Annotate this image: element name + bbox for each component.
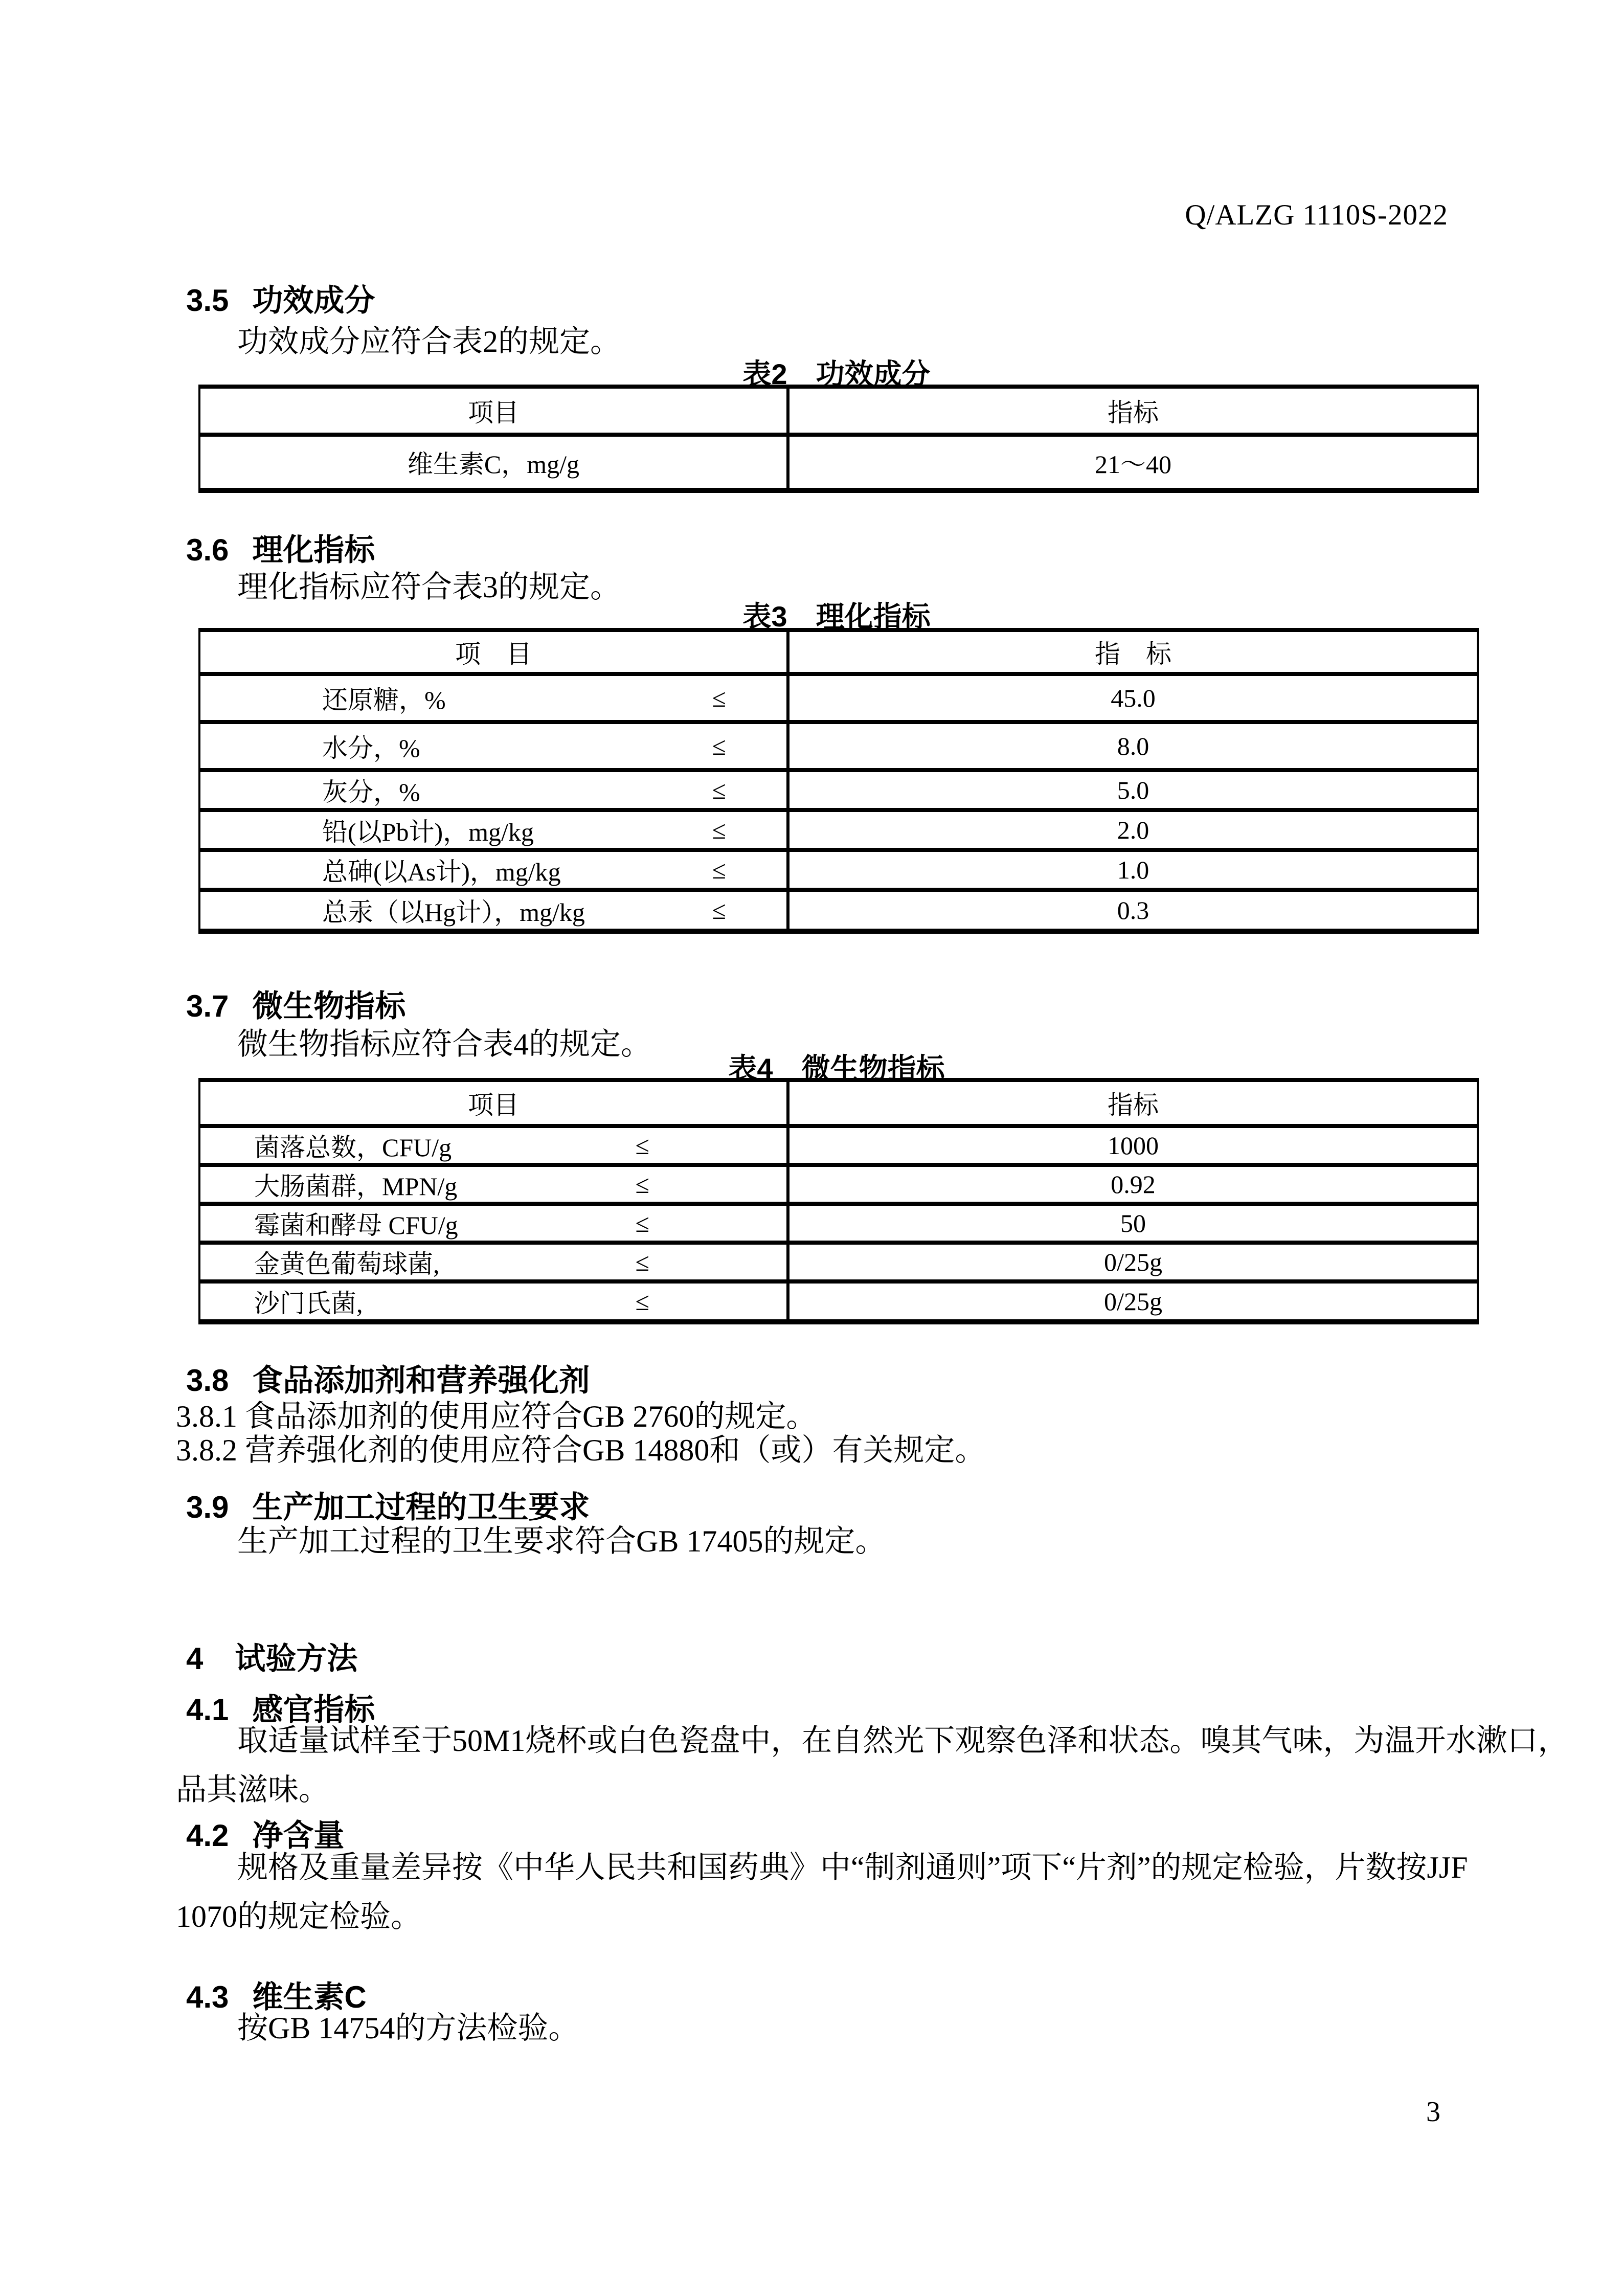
section-title: 试验方法	[235, 1641, 358, 1676]
table-caption-label: 表2	[742, 358, 787, 390]
paragraph-text: 按GB 14754的方法检验。	[237, 2011, 579, 2045]
row-value: 21～40	[1095, 450, 1171, 479]
column-header-index	[790, 1082, 1477, 1124]
row-item-label: 维生素C，mg/g	[407, 450, 580, 479]
paragraph-line: 品其滋味。	[176, 1773, 329, 1807]
row-item-cell	[200, 724, 790, 768]
row-item-cell	[200, 1206, 790, 1241]
table-caption-label: 表3	[742, 600, 787, 633]
table-4-microbiological	[198, 1078, 1479, 1324]
leq-symbol: ≤	[635, 1170, 649, 1199]
table-caption-label: 表4	[728, 1052, 773, 1085]
table-row	[200, 1284, 1477, 1319]
row-value-cell	[790, 892, 1477, 929]
row-item-label: 金黄色葡萄球菌,	[254, 1250, 440, 1278]
table-header-row	[200, 632, 1477, 676]
header-cell-text: 项 目	[455, 640, 532, 668]
row-item-label: 水分，%	[322, 734, 420, 762]
leq-symbol: ≤	[635, 1209, 649, 1237]
table-row	[200, 724, 1477, 772]
paragraph-text: 微生物指标应符合表4的规定。	[237, 1027, 651, 1061]
section-heading-4	[186, 1634, 357, 1678]
header-cell-text: 指标	[1108, 398, 1159, 427]
table-row	[200, 676, 1477, 724]
row-value: 0/25g	[1104, 1287, 1162, 1316]
section-number: 3.9	[186, 1490, 229, 1524]
page-number: 3	[1426, 2096, 1440, 2128]
section-number: 4	[186, 1641, 204, 1676]
doc-number: Q/ALZG 1110S-2022	[1185, 199, 1448, 231]
row-value: 50	[1120, 1209, 1146, 1237]
leq-symbol: ≤	[712, 684, 726, 712]
table-row	[200, 1206, 1477, 1245]
row-item-cell	[200, 437, 790, 488]
row-item-label: 灰分，%	[322, 778, 420, 806]
paragraph-text: 3.8.1 食品添加剂的使用应符合GB 2760的规定。	[176, 1400, 817, 1433]
row-item-label: 霉菌和酵母 CFU/g	[254, 1211, 458, 1240]
header-cell-text: 项目	[468, 1091, 519, 1119]
section-number: 4.1	[186, 1693, 229, 1727]
row-value-cell	[790, 852, 1477, 888]
section-number: 4.3	[186, 1980, 229, 2014]
row-value-cell	[790, 812, 1477, 848]
row-item-cell	[200, 852, 790, 888]
row-value-cell	[790, 1206, 1477, 1241]
table-row	[200, 892, 1477, 929]
paragraph-text: 功效成分应符合表2的规定。	[237, 325, 621, 358]
paragraph-line: 规格及重量差异按《中华人民共和国药典》中“制剂通则”项下“片剂”的规定检验，片数按JJF	[237, 1851, 1468, 1884]
column-header-item	[200, 1082, 790, 1124]
leq-symbol: ≤	[635, 1131, 649, 1160]
paragraph-text: 3.8.2 营养强化剂的使用应符合GB 14880和（或）有关规定。	[176, 1433, 986, 1467]
section-paragraph-3-8-2	[176, 1426, 1546, 1475]
row-value-cell	[790, 437, 1477, 488]
row-value-cell	[790, 1245, 1477, 1279]
section-number: 4.2	[186, 1818, 229, 1853]
row-value-cell	[790, 772, 1477, 808]
row-value: 2.0	[1117, 816, 1149, 844]
section-title: 功效成分	[252, 283, 375, 318]
row-value-cell	[790, 676, 1477, 720]
row-value: 1.0	[1117, 856, 1149, 884]
row-item-label: 总汞（以Hg计），mg/kg	[322, 898, 585, 927]
section-number: 3.8	[186, 1363, 229, 1398]
header-cell-text: 指标	[1108, 1091, 1159, 1119]
row-value: 45.0	[1111, 684, 1156, 712]
table-row	[200, 1167, 1477, 1206]
row-item-label: 大肠菌群，MPN/g	[254, 1172, 458, 1201]
section-title: 生产加工过程的卫生要求	[252, 1490, 590, 1524]
leq-symbol: ≤	[712, 816, 726, 844]
section-paragraph-3-9	[176, 1517, 1546, 1566]
section-title: 理化指标	[252, 533, 375, 567]
table-header-row	[200, 389, 1477, 437]
paragraph-line: 1070的规定检验。	[176, 1900, 421, 1933]
table-row	[200, 1128, 1477, 1167]
section-number: 3.6	[186, 533, 229, 567]
row-item-cell	[200, 1167, 790, 1202]
table-row	[200, 1245, 1477, 1284]
section-paragraph-4-3	[176, 2004, 1546, 2053]
table-row	[200, 852, 1477, 892]
section-title: 净含量	[252, 1818, 345, 1853]
table-caption-title: 理化指标	[816, 600, 931, 633]
leq-symbol: ≤	[712, 896, 726, 925]
section-title: 维生素C	[252, 1980, 367, 2014]
section-title: 微生物指标	[252, 989, 406, 1023]
row-value: 0.3	[1117, 896, 1149, 925]
row-value-cell	[790, 1128, 1477, 1163]
row-item-label: 总砷(以As计)，mg/kg	[322, 858, 561, 886]
table-caption-title: 功效成分	[816, 358, 931, 390]
row-value: 8.0	[1117, 732, 1149, 760]
column-header-index	[790, 389, 1477, 433]
column-header-index	[790, 632, 1477, 672]
row-item-cell	[200, 892, 790, 929]
row-item-cell	[200, 812, 790, 848]
header-cell-text: 项目	[468, 398, 519, 427]
column-header-item	[200, 389, 790, 433]
row-item-cell	[200, 1128, 790, 1163]
table-row	[200, 812, 1477, 852]
row-value-cell	[790, 1167, 1477, 1202]
section-number: 3.5	[186, 283, 229, 318]
table-row	[200, 437, 1477, 488]
section-heading-3-5	[186, 276, 375, 320]
section-paragraph-4-2	[176, 1843, 1546, 1941]
header-cell-text: 指 标	[1095, 640, 1171, 668]
paragraph-line: 取适量试样至于50M1烧杯或白色瓷盘中，在自然光下观察色泽和状态。嗅其气味，为温开水漱口，	[237, 1724, 1569, 1758]
leq-symbol: ≤	[635, 1287, 649, 1316]
leq-symbol: ≤	[712, 856, 726, 884]
leq-symbol: ≤	[712, 732, 726, 760]
row-item-label: 菌落总数，CFU/g	[254, 1133, 452, 1162]
section-paragraph-4-1	[176, 1716, 1569, 1814]
row-value: 0.92	[1111, 1170, 1156, 1199]
leq-symbol: ≤	[712, 776, 726, 804]
table-row	[200, 772, 1477, 812]
table-caption-title: 微生物指标	[801, 1052, 945, 1085]
row-value-cell	[790, 1284, 1477, 1319]
table-3-physicochemical	[198, 628, 1479, 934]
leq-symbol: ≤	[635, 1248, 649, 1276]
row-value-cell	[790, 724, 1477, 768]
row-item-cell	[200, 676, 790, 720]
paragraph-text: 生产加工过程的卫生要求符合GB 17405的规定。	[237, 1524, 886, 1558]
row-item-label: 铅(以Pb计)，mg/kg	[322, 818, 534, 846]
section-title: 感官指标	[252, 1693, 375, 1727]
section-number: 3.7	[186, 989, 229, 1023]
row-value: 1000	[1108, 1131, 1159, 1160]
row-item-label: 还原糖，%	[322, 686, 446, 714]
row-value: 5.0	[1117, 776, 1149, 804]
column-header-item	[200, 632, 790, 672]
row-item-cell	[200, 772, 790, 808]
row-item-cell	[200, 1284, 790, 1319]
row-item-label: 沙门氏菌,	[254, 1289, 363, 1318]
section-title: 食品添加剂和营养强化剂	[252, 1363, 590, 1398]
table-header-row	[200, 1082, 1477, 1128]
row-value: 0/25g	[1104, 1248, 1162, 1276]
row-item-cell	[200, 1245, 790, 1279]
paragraph-text: 理化指标应符合表3的规定。	[237, 570, 621, 604]
table-2-functional-components	[198, 385, 1479, 493]
